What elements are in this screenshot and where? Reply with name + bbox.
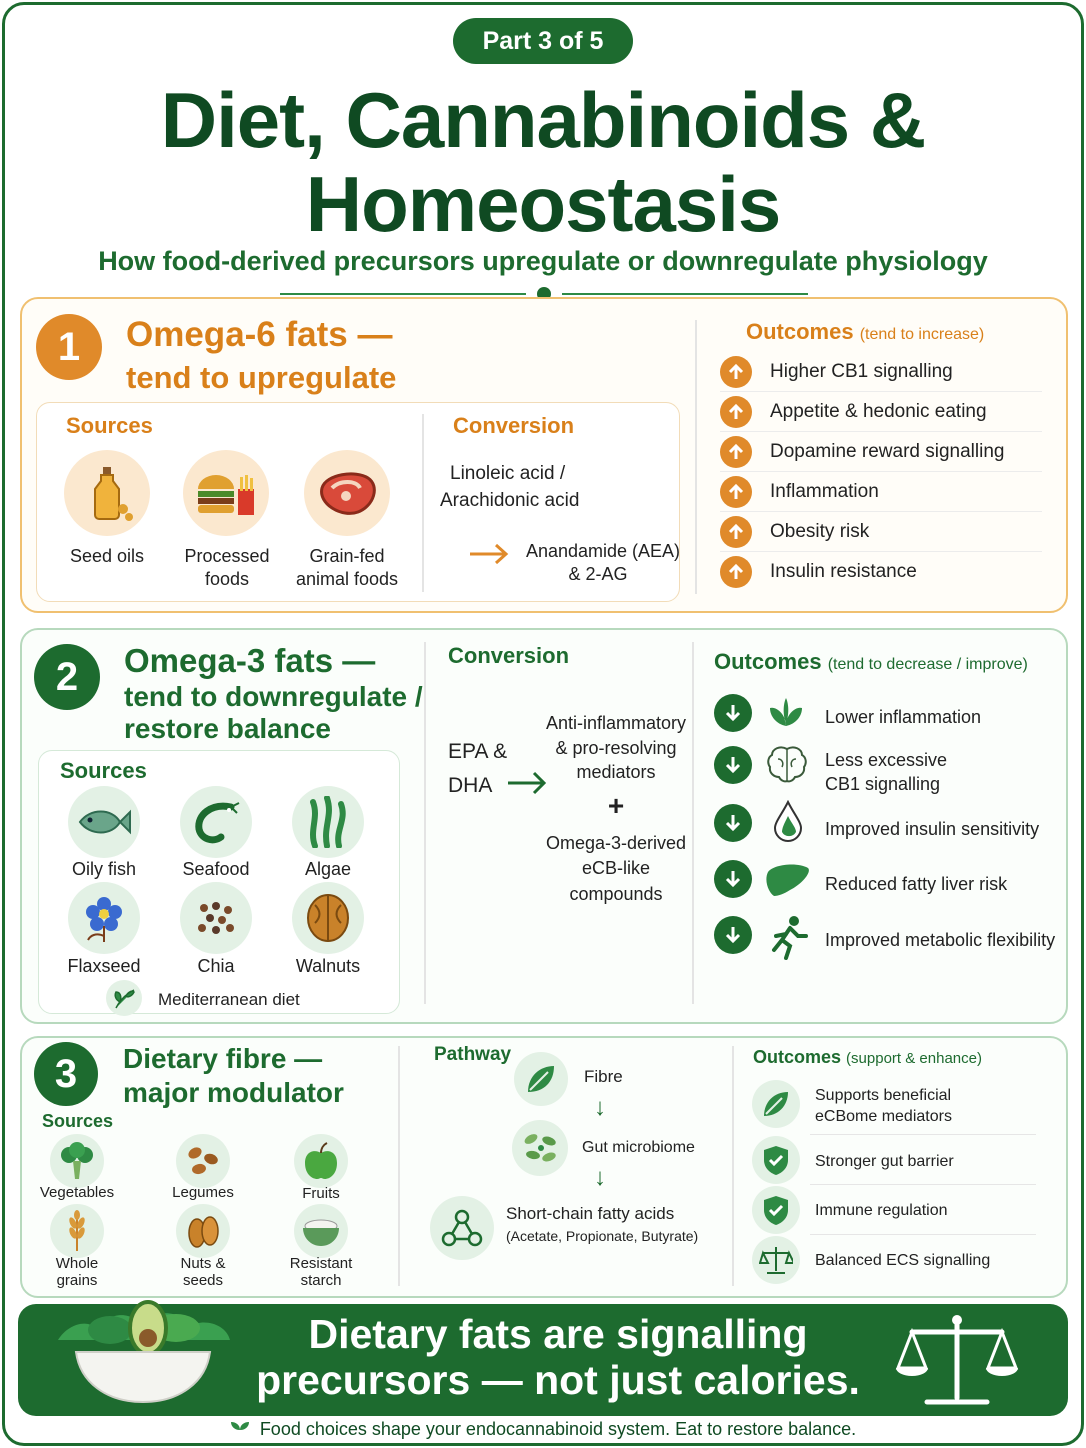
section-3-title-2: major modulator — [123, 1077, 344, 1108]
arrow-up-icon — [720, 436, 752, 468]
pathway-arrow-down: ↓ — [594, 1164, 606, 1191]
leaf-icon — [752, 1080, 800, 1128]
section-3-separator-2 — [732, 1046, 734, 1286]
section-2-title-1: Omega-3 fats — — [124, 642, 376, 679]
outcome-row — [720, 392, 1042, 432]
conversion-text-1: Linoleic acid / — [450, 463, 566, 484]
source-label: Flaxseed — [67, 956, 141, 976]
divider-right — [562, 293, 808, 295]
section-1-separator-2 — [695, 320, 697, 594]
outcome-text: Insulin resistance — [770, 561, 917, 582]
outcome-text: Less excessive — [825, 750, 948, 770]
arrow-up-icon — [720, 396, 752, 428]
almond-icon — [176, 1204, 230, 1258]
arrow-down-icon — [714, 694, 752, 732]
microbiome-icon — [512, 1120, 568, 1176]
outcome-text: Appetite & hedonic eating — [770, 400, 987, 422]
mediterranean-diet-label: Mediterranean diet — [158, 990, 300, 1009]
walnut-icon — [292, 882, 364, 954]
flax-flower-icon — [68, 882, 140, 954]
source-label: Whole — [55, 1255, 99, 1272]
burger-fries-icon — [183, 450, 269, 536]
source-label: Walnuts — [295, 956, 361, 976]
outcome-text: Reduced fatty liver risk — [825, 874, 1008, 894]
wheat-icon — [50, 1204, 104, 1258]
source-label: grains — [56, 1272, 98, 1289]
section-3-outcomes-label: Outcomes (support & enhance) — [753, 1047, 982, 1067]
outcome-divider — [810, 1184, 1036, 1185]
arrow-up-icon — [720, 356, 752, 388]
section-1-separator — [422, 414, 424, 592]
section-1-title-1: Omega-6 fats — — [126, 315, 393, 354]
outcome-text: Dopamine reward signalling — [770, 440, 1005, 462]
leaf-icon — [768, 696, 804, 733]
broccoli-icon — [50, 1134, 104, 1188]
molecule-icon — [430, 1196, 494, 1260]
conversion-product-1: Anandamide (AEA) — [525, 541, 681, 561]
ecb-like-text-1: Omega-3-derived — [545, 833, 687, 853]
runner-icon — [764, 914, 810, 965]
outcome-text: Improved metabolic flexibility — [825, 930, 1056, 950]
outcome-text: Balanced ECS signalling — [815, 1252, 991, 1269]
starch-bowl-icon — [294, 1204, 348, 1258]
mediator-text-1: Anti-inflammatory — [545, 713, 687, 733]
title-line-1: Diet, Cannabinoids & — [160, 76, 926, 164]
steak-icon — [304, 450, 390, 536]
source-label: Processed — [184, 546, 270, 566]
footer-tagline: Food choices shape your endocannabinoid system. Eat to restore balance. — [0, 1419, 1086, 1443]
liver-icon — [764, 862, 812, 903]
source-label: seeds — [182, 1272, 224, 1289]
outcome-text: CB1 signalling — [825, 774, 941, 794]
section-1-conversion-label: Conversion — [453, 413, 575, 438]
ecb-like-text-3: compounds — [569, 884, 663, 904]
section-1-title-2: tend to upregulate — [126, 360, 397, 395]
source-label: Nuts & — [180, 1255, 226, 1272]
pathway-step-scfa: Short-chain fatty acids — [506, 1204, 675, 1223]
pathway-label: Pathway — [434, 1044, 512, 1065]
subtitle: How food-derived precursors upregulate or downregulate physiology — [98, 246, 988, 276]
outcome-row — [720, 472, 1042, 512]
outcome-text: Immune regulation — [815, 1202, 948, 1219]
source-label: Fruits — [302, 1185, 340, 1202]
section-2-separator-2 — [692, 642, 694, 1004]
source-label: Chia — [197, 956, 235, 976]
section-3-sources-label: Sources — [42, 1111, 114, 1131]
pathway-step-microbiome: Gut microbiome — [582, 1139, 695, 1156]
section-3-number: 3 — [34, 1042, 98, 1106]
balance-scale-icon — [892, 1312, 1022, 1413]
arrow-down-icon — [714, 746, 752, 784]
section-2-title-3: restore balance — [124, 713, 331, 744]
outcome-row — [720, 512, 1042, 552]
arrow-up-icon — [720, 516, 752, 548]
title-line-2: Homeostasis — [305, 160, 781, 248]
fibre-leaf-icon — [514, 1052, 568, 1106]
section-2-separator — [424, 642, 426, 1004]
outcome-text: Inflammation — [770, 480, 879, 502]
outcome-text: Supports beneficial — [815, 1087, 952, 1104]
source-label: Algae — [304, 859, 352, 879]
arrow-down-icon — [714, 916, 752, 954]
banner-line-1: Dietary fats are signalling — [308, 1311, 808, 1357]
part-badge: Part 3 of 5 — [453, 18, 633, 64]
pathway-step-scfa-detail: (Acetate, Propionate, Butyrate) — [506, 1228, 699, 1244]
shrimp-icon — [180, 786, 252, 858]
outcome-row — [720, 432, 1042, 472]
section-3-title-1: Dietary fibre — — [123, 1043, 323, 1074]
algae-icon — [292, 786, 364, 858]
brain-icon — [766, 745, 808, 788]
epa-dha-text-1: EPA & — [448, 740, 508, 763]
section-2-outcomes-label: Outcomes (tend to decrease / improve) — [714, 649, 1028, 674]
section-1-sources-label: Sources — [66, 413, 153, 438]
outcome-divider — [810, 1134, 1036, 1135]
drop-icon — [772, 800, 804, 847]
source-label: starch — [300, 1272, 342, 1289]
pathway-arrow-down: ↓ — [594, 1094, 606, 1121]
legumes-icon — [176, 1134, 230, 1188]
outcome-text: eCBome mediators — [815, 1108, 952, 1125]
scales-icon — [752, 1236, 800, 1284]
conversion-text-2: Arachidonic acid — [440, 490, 580, 511]
conversion-product-2: & 2-AG — [568, 564, 628, 584]
source-label: Oily fish — [71, 859, 136, 879]
outcome-text: Improved insulin sensitivity — [825, 819, 1040, 839]
arrow-up-icon — [720, 476, 752, 508]
source-label: Seafood — [182, 859, 250, 879]
ecb-like-text-2: eCB-like — [581, 858, 651, 878]
outcome-text: Stronger gut barrier — [815, 1153, 954, 1170]
banner-line-2: precursors — not just calories. — [256, 1357, 860, 1403]
section-2-sources-label: Sources — [60, 758, 147, 783]
section-1-outcomes-label: Outcomes (tend to increase) — [746, 319, 985, 344]
mediator-text-2: & pro-resolving — [555, 738, 677, 758]
epa-dha-text-2: DHA — [448, 774, 493, 797]
section-2-conversion-label: Conversion — [448, 643, 570, 668]
source-label: foods — [204, 569, 250, 589]
outcome-text: Obesity risk — [770, 520, 870, 542]
arrow-right-icon — [468, 542, 512, 571]
mediator-text-3: mediators — [576, 762, 656, 782]
arrow-up-icon — [720, 556, 752, 588]
section-3-separator — [398, 1046, 400, 1286]
arrow-down-icon — [714, 804, 752, 842]
section-2-title-2: tend to downregulate / — [124, 681, 423, 712]
shield-check-icon — [752, 1136, 800, 1184]
outcome-row — [720, 552, 1042, 592]
outcome-text: Higher CB1 signalling — [770, 360, 953, 382]
outcome-divider — [810, 1234, 1036, 1235]
section-2-number: 2 — [34, 644, 100, 710]
arrow-down-icon — [714, 860, 752, 898]
shield-check-icon — [752, 1186, 800, 1234]
sprout-icon — [230, 1420, 250, 1443]
source-label: Seed oils — [69, 546, 145, 566]
outcome-text: Lower inflammation — [825, 707, 982, 727]
source-label: Legumes — [172, 1184, 234, 1201]
section-1-number: 1 — [36, 314, 102, 380]
outcome-row — [720, 352, 1042, 392]
source-label: animal foods — [295, 569, 399, 589]
seed-oil-icon — [64, 450, 150, 536]
plus-sign: + — [607, 790, 625, 821]
chia-seeds-icon — [180, 882, 252, 954]
source-label: Grain-fed — [309, 546, 385, 566]
divider-left — [280, 293, 526, 295]
fish-icon — [68, 786, 140, 858]
pathway-step-fibre: Fibre — [584, 1067, 623, 1086]
apple-icon — [294, 1134, 348, 1188]
source-label: Resistant — [289, 1255, 353, 1272]
herb-icon — [106, 980, 142, 1016]
salad-bowl-icon — [48, 1300, 238, 1417]
source-label: Vegetables — [39, 1184, 115, 1201]
section-1-outcomes-list — [720, 352, 1042, 592]
